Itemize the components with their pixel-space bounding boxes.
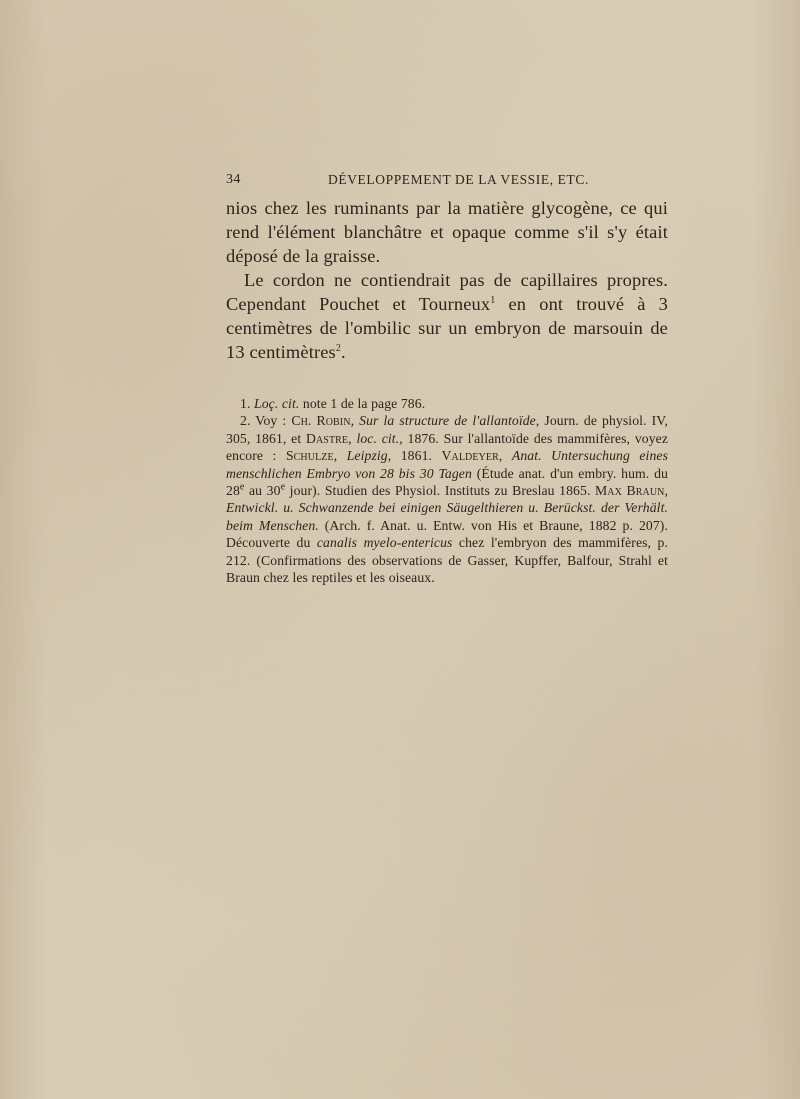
book-page [226,168,668,586]
author-robin: Ch. Robin [291,413,351,429]
page-number: 34 [226,172,241,187]
footnote-2-text: au 30 [244,483,281,499]
place-leipzig: Leipzig [346,448,388,464]
running-head [226,168,668,190]
running-title: DÉVELOPPEMENT DE LA VESSIE, ETC. [328,172,589,187]
footnote-2-text: Voy : [250,413,292,429]
footnote-2-text: chez l'embryon des mammifères, p. 212. (Confirmations des observations de Gasser, Kupffer, Balfour, Strahl et Braun chez les reptiles et les oiseaux. [226,535,668,586]
footnote-2-text: , [348,430,357,446]
footnotes [226,395,668,586]
ordinal-suffix: e [280,481,286,493]
title-robin: Sur la structure de l'allantoïde [359,413,536,429]
footnote-2-text: , [333,448,347,464]
paragraph-2-part-b: en ont trouvé à 3 centimètres de l'ombilic sur un embryon de marsouin de 13 centimètres [226,294,668,362]
footnote-2-text: , [498,448,512,464]
footnote-2-text: (Étude anat. d'un embry. hum. du 28 [226,465,668,499]
author-schulze: Schulze [285,448,334,464]
footnote-1-reference: Loç. cit. [254,396,300,411]
paragraph-2-part-c: . [341,342,346,362]
footnote-ref-1: 1 [490,294,496,306]
paragraph-2-part-a: Le cordon ne contiendrait pas de capillaires propres. Cependant Pouchet et Tourneux [226,270,668,314]
paragraph-2 [226,268,668,364]
footnote-2-text: , [664,483,668,499]
footnote-1-text: note 1 de la page 786. [299,396,426,411]
title-waldeyer: Anat. Untersuchung eines menschlichen Embryo von 28 bis 30 Tagen [226,448,668,481]
footnote-2-text: (Arch. f. Anat. u. Entw. von His et Braune, 1882 p. 207). Découverte du [226,517,668,551]
author-braun: Max Braun [595,483,665,499]
term-canalis: canalis myelo-entericus [316,535,453,551]
footnote-2 [226,412,668,586]
paragraph-1: nios chez les ruminants par la matière glycogène, ce qui rend l'élément blanchâtre et opaque comme s'il s'y était déposé de la graisse. [226,198,668,266]
footnote-ref-2: 2 [335,342,342,354]
footnote-2-text: , 1861. [387,448,442,464]
ordinal-suffix: e [239,481,245,493]
footnote-2-text: jour). Studien des Physiol. Instituts zu Breslau 1865. [285,483,596,499]
loc-cit: loc. cit. [356,430,400,446]
footnote-1 [226,395,668,412]
footnote-2-text: , 1876. Sur l'allantoïde des mammifères, voyez encore : [226,430,668,464]
author-waldeyer: Valdeyer [441,448,499,464]
main-text [226,196,668,364]
footnote-2-text: , [350,413,360,429]
footnote-2-number: 2. [240,413,251,429]
footnote-2-text: , Journ. de physiol. IV, 305, 1861, et [226,413,669,446]
author-dastre: Dastre [306,430,349,446]
footnote-1-number: 1. [240,396,251,411]
title-braun: Entwickl. u. Schwanzende bei einigen Säugelthieren u. Berückst. der Verhält. beim Menschen. [226,500,668,533]
